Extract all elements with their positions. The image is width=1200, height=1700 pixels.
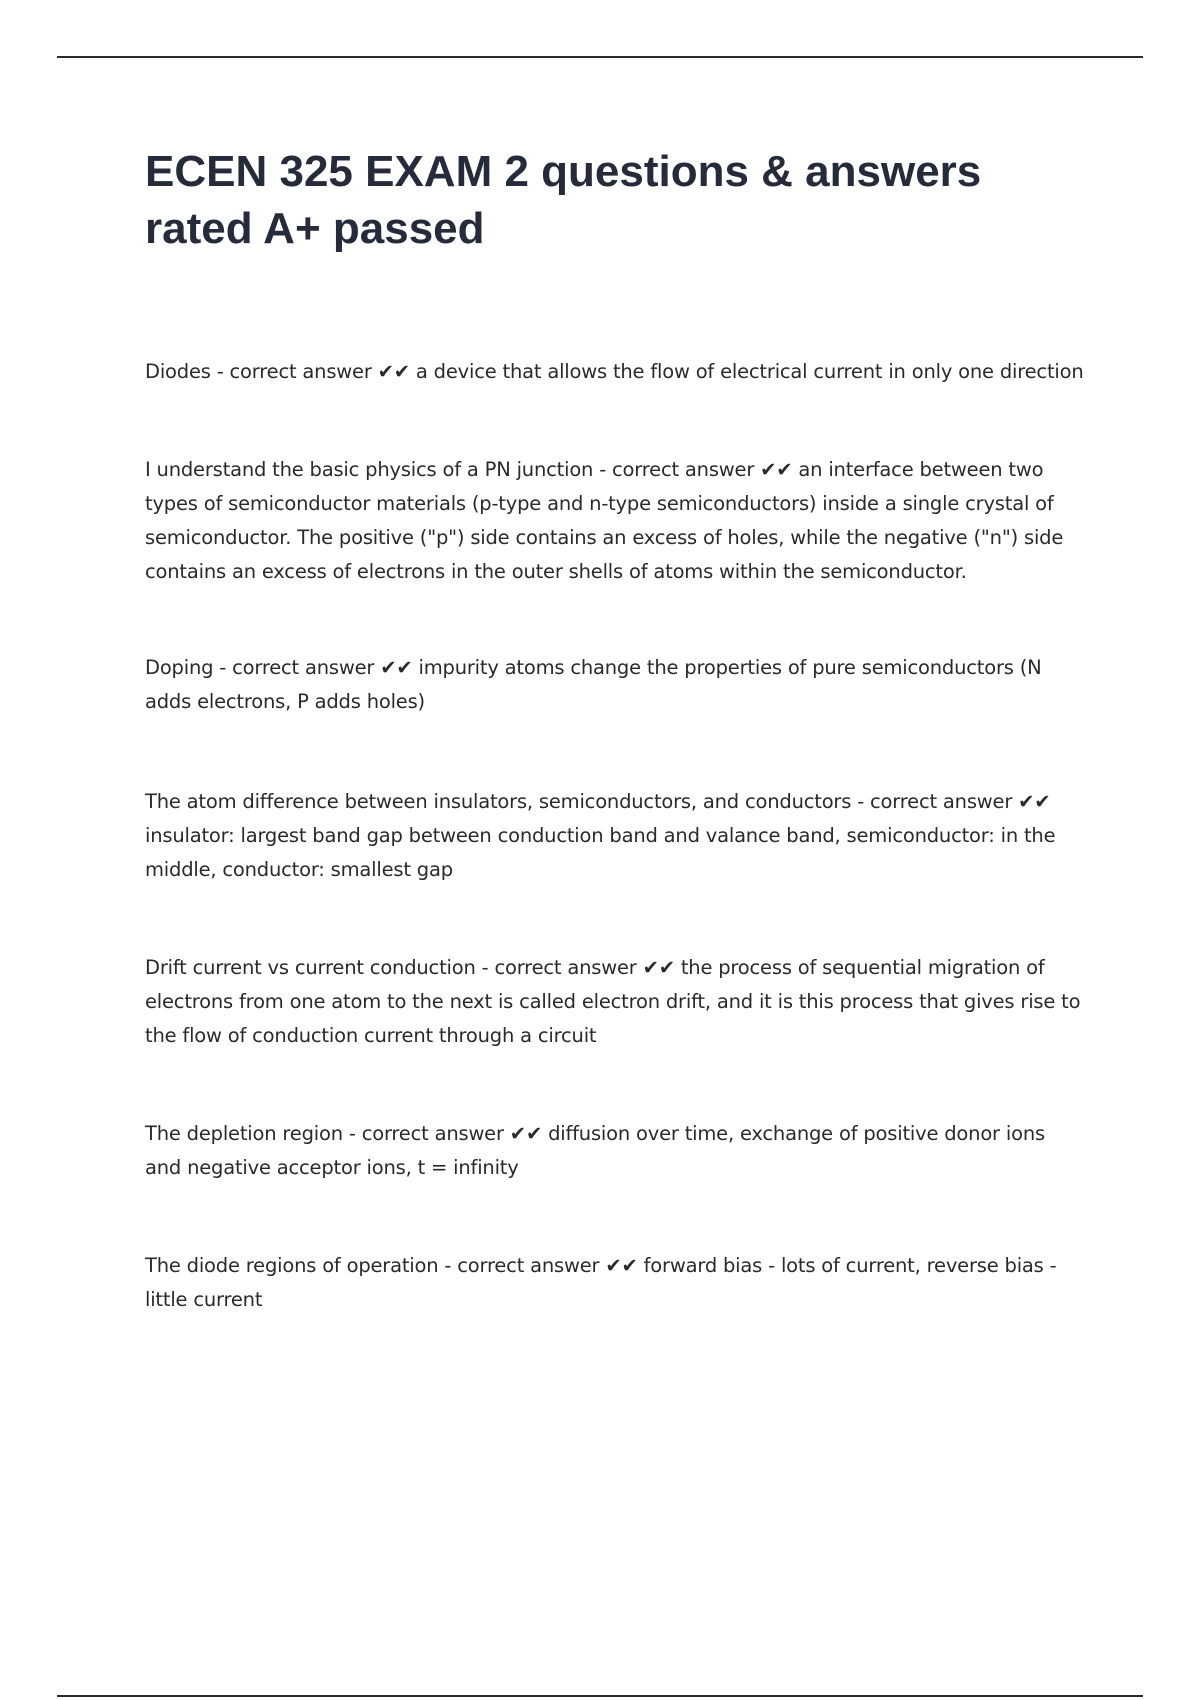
qa-term: Drift current vs current conduction <box>145 956 476 979</box>
qa-entry <box>145 951 1085 1053</box>
qa-separator: - correct answer ✔✔ <box>342 1122 549 1145</box>
qa-entry <box>145 785 1085 887</box>
top-rule <box>57 56 1143 58</box>
bottom-rule <box>57 1695 1143 1697</box>
qa-term: The atom difference between insulators, semiconductors, and conductors <box>145 790 852 813</box>
qa-separator: - correct answer ✔✔ <box>213 656 419 679</box>
qa-list <box>145 355 1085 1381</box>
qa-term: Doping <box>145 656 214 679</box>
qa-entry <box>145 1249 1085 1317</box>
qa-separator: - correct answer ✔✔ <box>438 1254 644 1277</box>
qa-entry <box>145 355 1085 389</box>
qa-answer: the process of sequential migration of electrons from one atom to the next is called electron drift, and it is this process that gives rise to the flow of conduction current through a circuit <box>145 956 1081 1047</box>
qa-answer: an interface between two types of semiconductor materials (p-type and n-type semiconductors) inside a single crystal of semiconductor. The positive ("p") side contains an excess of holes, while the negative ("n") side contains an excess of electrons in the outer shells of atoms within the semiconductor. <box>145 458 1064 583</box>
qa-answer: impurity atoms change the properties of pure semiconductors (N adds electrons, P adds holes) <box>145 656 1042 713</box>
qa-term: Diodes <box>145 360 211 383</box>
qa-separator: - correct answer ✔✔ <box>593 458 799 481</box>
page-title: ECEN 325 EXAM 2 questions & answers rated A+ passed <box>145 147 982 253</box>
qa-answer: insulator: largest band gap between conduction band and valance band, semiconductor: in the middle, conductor: smallest gap <box>145 824 1056 881</box>
qa-term: The depletion region <box>145 1122 343 1145</box>
qa-separator: - correct answer ✔✔ <box>210 360 416 383</box>
qa-answer: a device that allows the flow of electrical current in only one direction <box>415 360 1084 383</box>
qa-entry <box>145 453 1085 589</box>
qa-separator: - correct answer ✔✔ <box>475 956 681 979</box>
qa-entry <box>145 651 1085 719</box>
qa-answer: diffusion over time, exchange of positive donor ions and negative acceptor ions, t = infinity <box>145 1122 1045 1179</box>
qa-entry <box>145 1117 1085 1185</box>
qa-term: The diode regions of operation <box>145 1254 439 1277</box>
qa-term: I understand the basic physics of a PN junction <box>145 458 594 481</box>
qa-answer: forward bias - lots of current, reverse bias - little current <box>145 1254 1057 1311</box>
qa-separator: - correct answer ✔✔ <box>851 790 1051 813</box>
